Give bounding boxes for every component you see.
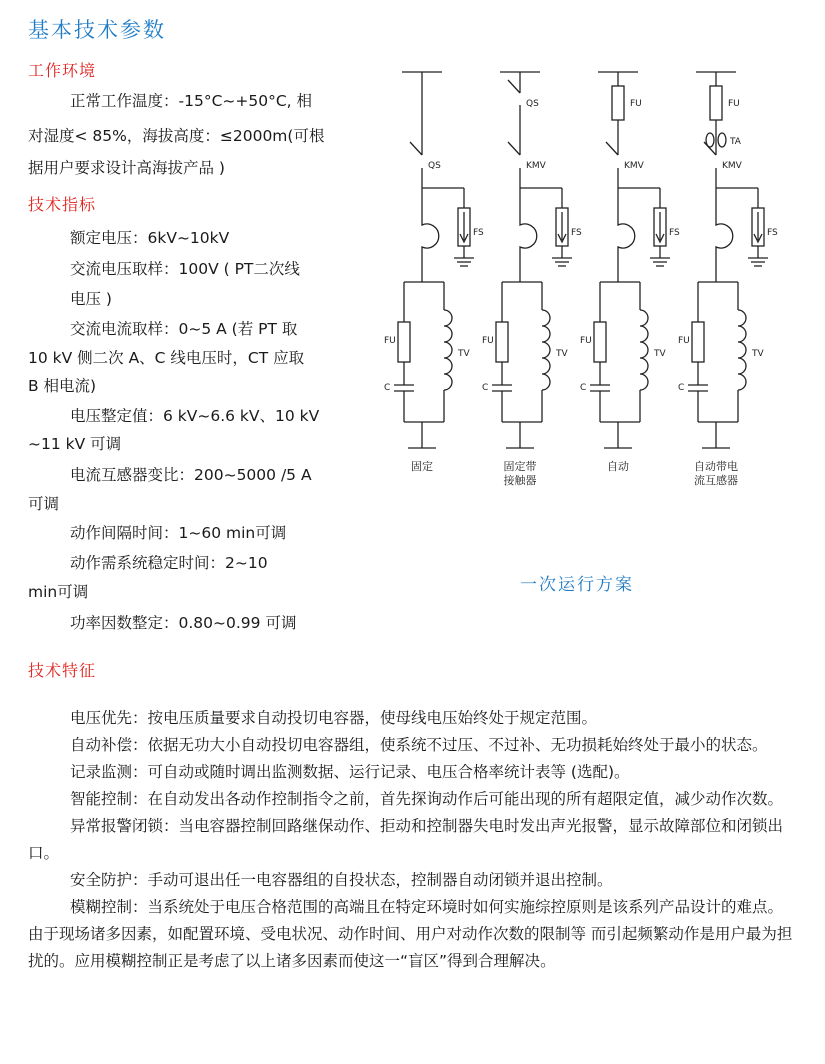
scheme-name-fixed-contactor-line2: 接触器	[503, 474, 537, 487]
fs-label: FS	[571, 228, 582, 238]
tech-line: 电压整定值：6 kV~6.6 kV、10 kV	[70, 407, 320, 425]
fu-label: FU	[678, 336, 690, 346]
tech-line: min可调	[28, 583, 89, 601]
env-line-3: 据用户要求设计高海拔产品 )	[28, 159, 225, 177]
tech-line: 交流电流取样：0~5 A (若 PT 取	[70, 320, 298, 338]
feature-auto-compensation: 自动补偿：依据无功大小自动投切电容器组，使系统不过压、不过补、无功损耗始终处于最小的状态。	[70, 736, 768, 754]
features-body	[28, 705, 798, 975]
primary-scheme-diagram	[380, 60, 800, 500]
c-label: C	[580, 383, 587, 393]
tech-line: 额定电压：6kV~10kV	[70, 229, 230, 247]
tech-line: 动作间隔时间：1~60 min可调	[70, 524, 287, 542]
feature-voltage-priority: 电压优先：按电压质量要求自动投切电容器，使母线电压始终处于规定范围。	[70, 709, 598, 727]
scheme-name-fixed-contactor-line1: 固定带	[503, 460, 537, 473]
tech-line: 电压 )	[70, 290, 112, 308]
env-line-2: 对湿度< 85%，海拔高度：≤2000m(可根	[28, 127, 325, 145]
tech-line: 功率因数整定：0.80~0.99 可调	[70, 614, 297, 632]
scheme-name-fixed: 固定	[411, 460, 433, 473]
qs-label: QS	[526, 99, 539, 109]
tech-line: 电流互感器变比：200~5000 /5 A	[70, 466, 312, 484]
tech-line: 可调	[28, 495, 60, 513]
features-heading: 技术特征	[28, 661, 97, 680]
fu-label: FU	[580, 336, 592, 346]
tv-label: TV	[654, 349, 666, 359]
c-label: C	[384, 383, 391, 393]
feature-safety-protection: 安全防护：手动可退出任一电容器组的自投状态，控制器自动闭锁并退出控制。	[70, 871, 613, 889]
tech-line: 动作需系统稳定时间：2~10	[70, 554, 268, 572]
env-line-1: 正常工作温度：-15°C~+50°C, 相	[70, 92, 313, 110]
scheme-column-automatic-ct	[688, 72, 768, 448]
feature-smart-control: 智能控制：在自动发出各动作控制指令之前，首先探询动作后可能出现的所有超限定值，减少动作次数。	[70, 790, 784, 808]
fu-label: FU	[728, 99, 740, 109]
fs-label: FS	[473, 228, 484, 238]
fu-label: FU	[482, 336, 494, 346]
c-label: C	[482, 383, 489, 393]
scheme-column-fixed	[394, 72, 474, 448]
tv-label: TV	[458, 349, 470, 359]
tech-line: B 相电流)	[28, 377, 97, 395]
scheme-name-automatic-ct-line1: 自动带电	[694, 460, 738, 473]
diagram-caption: 一次运行方案	[520, 575, 634, 595]
fu-label: FU	[384, 336, 396, 346]
fs-label: FS	[669, 228, 680, 238]
tech-line: 10 kV 侧二次 A、C 线电压时，CT 应取	[28, 349, 305, 367]
env-heading: 工作环境	[28, 61, 97, 80]
page-title: 基本技术参数	[28, 18, 166, 42]
kmv-label: KMV	[526, 161, 546, 171]
ta-label: TA	[730, 137, 741, 147]
fs-label: FS	[767, 228, 778, 238]
kmv-label: KMV	[722, 161, 742, 171]
qs-label: QS	[428, 161, 441, 171]
tech-heading: 技术指标	[28, 195, 97, 214]
fu-label: FU	[630, 99, 642, 109]
kmv-label: KMV	[624, 161, 644, 171]
scheme-name-automatic-ct-line2: 流互感器	[694, 474, 738, 487]
scheme-column-automatic	[590, 72, 670, 448]
tv-label: TV	[556, 349, 568, 359]
tv-label: TV	[752, 349, 764, 359]
feature-fuzzy-control: 模糊控制：当系统处于电压合格范围的高端且在特定环境时如何实施综控原则是该系列产品设计的难点。由于现场诸多因素，如配置环境、受电状况、动作时间、用户对动作次数的限制等 而引起频繁动作是用户最为担扰的。应用模糊控制正是考虑了以上诸多因素而使这一“盲区”得到合理解决。	[28, 898, 793, 970]
tech-line: ~11 kV 可调	[28, 435, 122, 453]
tech-line: 交流电压取样：100V ( PT二次线	[70, 260, 300, 278]
feature-record-monitoring: 记录监测：可自动或随时调出监测数据、运行记录、电压合格率统计表等 (选配)。	[70, 763, 630, 781]
feature-alarm-lockout: 异常报警闭锁：当电容器控制回路继保动作、拒动和控制器失电时发出声光报警，显示故障部位和闭锁出口。	[28, 817, 784, 862]
scheme-column-fixed-contactor	[492, 72, 572, 448]
c-label: C	[678, 383, 685, 393]
scheme-name-automatic: 自动	[607, 460, 629, 473]
